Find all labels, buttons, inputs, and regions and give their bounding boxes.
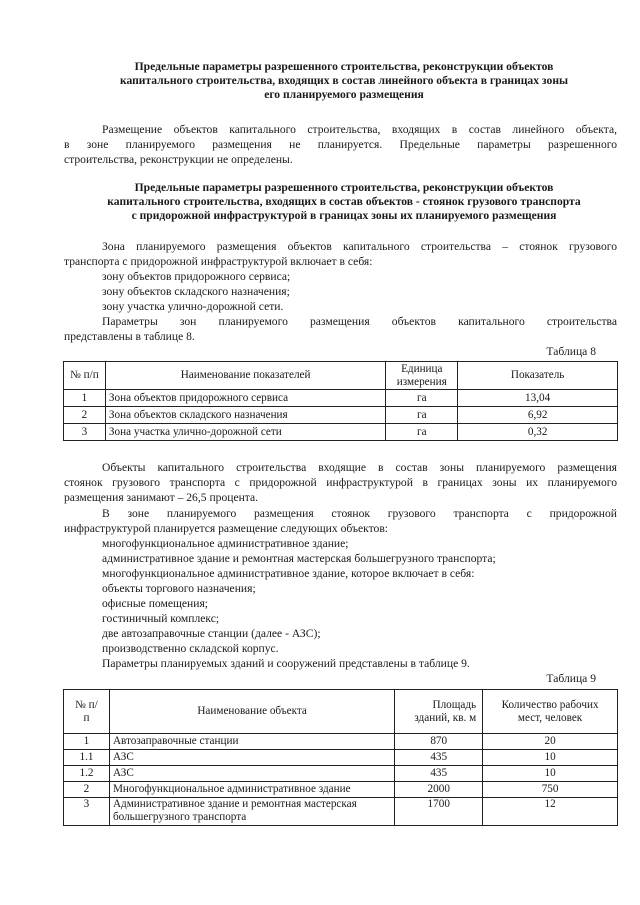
table-cell: 3	[64, 798, 110, 826]
table-cell: 1	[64, 734, 110, 750]
table-cell: 2	[64, 782, 110, 798]
table-row	[64, 782, 618, 798]
table9-header-cell: Наименование объекта	[109, 690, 394, 734]
object-list-item: гостиничный комплекс;	[102, 612, 220, 625]
table8	[63, 361, 618, 441]
table-cell: Зона объектов придорожного сервиса	[105, 390, 385, 407]
heading-line: с придорожной инфраструктурой в границах зоны их планируемого размещения	[131, 209, 557, 223]
table-cell: 2000	[395, 782, 483, 798]
table9-header-row	[64, 690, 618, 734]
heading-line: Предельные параметры разрешенного строительства, реконструкции объектов	[134, 181, 554, 194]
section1-heading	[64, 60, 624, 103]
section2-heading	[64, 181, 624, 224]
table-cell: 13,04	[458, 390, 618, 407]
table-cell: 1	[64, 390, 106, 407]
table-row	[64, 390, 618, 407]
object-list-item: многофункциональное административное здание;	[102, 537, 349, 550]
table8-header-cell: Показатель	[458, 362, 618, 390]
table-cell: Зона участка улично-дорожной сети	[105, 424, 385, 441]
table-cell: 1.2	[64, 766, 110, 782]
table-cell: га	[386, 390, 458, 407]
table-cell: 1700	[395, 798, 483, 826]
table-row	[64, 798, 618, 826]
table9-header-cell: Количество рабочих мест, человек	[483, 690, 618, 734]
table-cell: Административное здание и ремонтная мастерская большегрузного транспорта	[109, 798, 394, 826]
table-cell: 3	[64, 424, 106, 441]
table-cell: 0,32	[458, 424, 618, 441]
table-row	[64, 424, 618, 441]
table-cell: 1.1	[64, 750, 110, 766]
object-list-item: административное здание и ремонтная мастерская большегрузного транспорта;	[102, 552, 496, 565]
section1-para-line: в зоне планируемого размещения не планируется. Предельные параметры разрешенного	[64, 138, 617, 151]
table-cell: Зона объектов складского назначения	[105, 407, 385, 424]
zone-list-item: зону объектов придорожного сервиса;	[102, 270, 291, 283]
table-cell: 10	[483, 766, 618, 782]
heading-line: капитального строительства, входящих в состав объектов - стоянок грузового транспорта	[107, 195, 581, 209]
section2-params-line: Параметры зон планируемого размещения объектов капитального строительства	[102, 315, 617, 328]
object-list-item: две автозаправочные станции (далее - АЗС);	[102, 627, 321, 640]
zone-list-item: зону объектов складского назначения;	[102, 285, 290, 298]
heading-line: его планируемого размещения	[264, 88, 424, 102]
table-cell: 2	[64, 407, 106, 424]
table-cell: АЗС	[109, 766, 394, 782]
table-cell: 6,92	[458, 407, 618, 424]
table-cell: АЗС	[109, 750, 394, 766]
table-row	[64, 750, 618, 766]
table-cell: 750	[483, 782, 618, 798]
section3-para-line: инфраструктурой планируется размещение следующих объектов:	[64, 522, 389, 535]
table-cell: 870	[395, 734, 483, 750]
table8-header-cell: Наименование показателей	[105, 362, 385, 390]
table9	[63, 689, 618, 826]
table-cell: га	[386, 407, 458, 424]
object-list-item: производственно складской корпус.	[102, 642, 279, 655]
table9-header-cell: Площадь зданий, кв. м	[395, 690, 483, 734]
table-row	[64, 407, 618, 424]
table-cell: 435	[395, 766, 483, 782]
section3-para-line: стоянок грузового транспорта с придорожной инфраструктурой в границах зоны их планируемого	[64, 476, 617, 489]
table9-caption: Таблица 9	[546, 672, 596, 685]
object-list-item: офисные помещения;	[102, 597, 208, 610]
section3-para-line: Объекты капитального строительства входящие в состав зоны планируемого размещения	[102, 461, 617, 474]
section3-para-line: В зоне планируемого размещения стоянок грузового транспорта с придорожной	[102, 507, 617, 520]
object-list-item: объекты торгового назначения;	[102, 582, 256, 595]
table-cell: 10	[483, 750, 618, 766]
table-cell: 20	[483, 734, 618, 750]
table-cell: 435	[395, 750, 483, 766]
table8-header-cell: Единица измерения	[386, 362, 458, 390]
section3-params-line: Параметры планируемых зданий и сооружений представлены в таблице 9.	[102, 657, 470, 670]
section2-intro-line: транспорта с придорожной инфраструктурой включает в себя:	[64, 255, 373, 268]
zone-list-item: зону участка улично-дорожной сети.	[102, 300, 284, 313]
table-cell: Многофункциональное административное здание	[109, 782, 394, 798]
table-cell: га	[386, 424, 458, 441]
heading-line: Предельные параметры разрешенного строительства, реконструкции объектов	[134, 60, 554, 73]
section1-para-line: строительства, реконструкции не определены.	[64, 153, 293, 166]
section3-para-line: размещения занимают – 26,5 процента.	[64, 491, 259, 504]
object-list-item: многофункциональное административное здание, которое включает в себя:	[102, 567, 475, 580]
section2-params-line: представлены в таблице 8.	[64, 330, 195, 343]
section1-para-line: Размещение объектов капитального строительства, входящих в состав линейного объекта,	[102, 123, 617, 136]
table8-header-row	[64, 362, 618, 390]
table-row	[64, 766, 618, 782]
table-cell: Автозаправочные станции	[109, 734, 394, 750]
table-row	[64, 734, 618, 750]
section2-intro-line: Зона планируемого размещения объектов капитального строительства – стоянок грузового	[102, 240, 617, 253]
table8-header-cell: № п/п	[64, 362, 106, 390]
heading-line: капитального строительства, входящих в состав линейного объекта в границах зоны	[119, 74, 569, 88]
table9-header-cell: № п/п	[64, 690, 110, 734]
table-cell: 12	[483, 798, 618, 826]
table8-caption: Таблица 8	[546, 345, 596, 358]
